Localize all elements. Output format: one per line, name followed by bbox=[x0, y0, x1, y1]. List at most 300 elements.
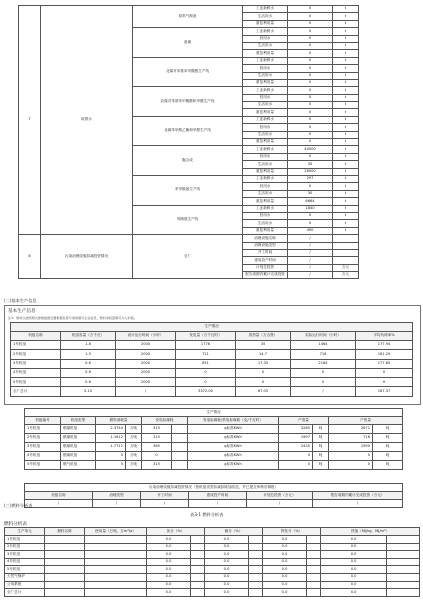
table-cell bbox=[191, 581, 205, 589]
table-cell: 燃煤机组 bbox=[61, 443, 96, 452]
column-header: 建成投产时间 bbox=[189, 492, 247, 500]
table-cell bbox=[85, 543, 147, 551]
unit-name: 1号机组 bbox=[5, 536, 45, 544]
table-cell bbox=[45, 558, 85, 566]
item-label: 计划总投资 bbox=[243, 264, 288, 271]
table-cell: 0 bbox=[96, 461, 126, 470]
column-header: 硫分（%） bbox=[205, 528, 263, 536]
row-number: 8 bbox=[19, 235, 41, 279]
column-header: 计划总投资（万元） bbox=[247, 492, 313, 500]
table-cell: 17.35 bbox=[236, 359, 291, 368]
water-type: 回用水 bbox=[243, 212, 288, 219]
column-header: 燃料名称 bbox=[45, 528, 85, 536]
table-cell: 1990 bbox=[329, 443, 373, 452]
sub-unit-label: 北煤对苯基苯甲酸醛生产线 bbox=[133, 57, 243, 87]
table-cell: 1464 bbox=[291, 341, 356, 350]
item-unit: 万元 bbox=[333, 272, 359, 279]
table-cell: / bbox=[313, 500, 403, 508]
water-type: 重复利用量 bbox=[243, 168, 288, 175]
table-cell bbox=[85, 573, 147, 581]
water-value: 0 bbox=[288, 131, 333, 138]
table-cell bbox=[387, 543, 420, 551]
table-cell: 0.0 bbox=[321, 543, 387, 551]
water-value: 0 bbox=[288, 6, 333, 13]
table-cell: 0.0 bbox=[147, 551, 191, 559]
table-cell bbox=[307, 536, 321, 544]
water-type: 工业新鲜水 bbox=[243, 6, 288, 13]
table-cell: 0.6 bbox=[61, 378, 116, 387]
column-header: 实际运行时间（小时） bbox=[291, 332, 356, 341]
table-cell: 万吨 bbox=[126, 425, 142, 434]
table-cell: 0.0 bbox=[321, 558, 387, 566]
water-unit: t bbox=[333, 116, 359, 123]
column-header: 治理类型 bbox=[93, 492, 141, 500]
water-unit: t bbox=[333, 212, 359, 219]
table-cell: 2000 bbox=[116, 341, 176, 350]
water-value: 6664 bbox=[288, 198, 333, 205]
water-unit: t bbox=[333, 28, 359, 35]
item-label: 报告周期内累计完成投资 bbox=[243, 272, 288, 279]
water-unit: t bbox=[333, 220, 359, 227]
table-row bbox=[11, 350, 413, 359]
water-type: 工业新鲜水 bbox=[243, 116, 288, 123]
column-header: 产蒸量 bbox=[279, 417, 329, 425]
category-label: 取排水 bbox=[41, 6, 133, 235]
basic-info-title: 基本生产信息 bbox=[8, 309, 36, 314]
table-cell: 365 bbox=[142, 443, 172, 452]
table-row bbox=[5, 566, 420, 574]
table-cell bbox=[387, 566, 420, 574]
item-label: 治理设施类型 bbox=[243, 242, 288, 249]
sub-unit-label: 北煤苯甲酸乙酯和甲醛生产线 bbox=[133, 116, 243, 146]
table-cell bbox=[249, 589, 263, 597]
water-value: 0 bbox=[288, 153, 333, 160]
column-header: 燃料消耗量 bbox=[96, 417, 142, 425]
table-row bbox=[5, 589, 420, 597]
sub-unit-label: 北煤对苯基苯甲酸醛和甲醛生产线 bbox=[133, 87, 243, 117]
water-type: 回用水 bbox=[243, 65, 288, 72]
table-cell bbox=[85, 566, 147, 574]
table-cell: 0 bbox=[279, 452, 313, 461]
table-cell: 0.0 bbox=[321, 566, 387, 574]
water-value: 0 bbox=[288, 79, 333, 86]
water-type: 生活用水 bbox=[243, 72, 288, 79]
table-cell bbox=[307, 543, 321, 551]
table-row bbox=[5, 573, 420, 581]
table-cell bbox=[191, 589, 205, 597]
column-header: 机组容量（万千瓦） bbox=[61, 332, 116, 341]
table-cell bbox=[191, 566, 205, 574]
water-type: 工业新鲜水 bbox=[243, 57, 288, 64]
water-unit: t bbox=[333, 94, 359, 101]
column-header: 发电标煤耗/供电标煤耗（克/千瓦时） bbox=[188, 417, 279, 425]
table-cell bbox=[387, 589, 420, 597]
table-cell: 716 bbox=[329, 434, 373, 443]
row-number: 7 bbox=[19, 6, 41, 235]
water-value: 0 bbox=[288, 124, 333, 131]
unit-name: 1号机组 bbox=[11, 341, 61, 350]
table-cell: 2.3744 bbox=[96, 425, 126, 434]
table-cell: 0.0 bbox=[321, 551, 387, 559]
table-cell: 0 bbox=[329, 452, 373, 461]
header-row bbox=[25, 417, 403, 425]
column-header: 机组名称 bbox=[25, 492, 93, 500]
table-cell: 0.6 bbox=[61, 368, 116, 377]
category-label: 污染治理设施扣减投资情况 bbox=[41, 235, 133, 279]
table-row bbox=[11, 359, 413, 368]
table-cell bbox=[191, 543, 205, 551]
water-unit: t bbox=[333, 190, 359, 197]
table-cell: 2000 bbox=[116, 359, 176, 368]
column-header: 发电量（万千瓦时） bbox=[176, 332, 236, 341]
water-unit: t bbox=[333, 42, 359, 49]
table-cell: 吨 bbox=[313, 425, 329, 434]
water-type: 生活用水 bbox=[243, 161, 288, 168]
table-cell: 0 bbox=[176, 368, 236, 377]
table-cell bbox=[191, 573, 205, 581]
table-cell bbox=[307, 551, 321, 559]
table-cell: 2435 bbox=[279, 443, 313, 452]
table-cell: / bbox=[141, 500, 189, 508]
table-cell: 0.0 bbox=[263, 551, 307, 559]
water-unit: t bbox=[333, 183, 359, 190]
table-cell: 吨 bbox=[373, 452, 403, 461]
table-cell: 67.05 bbox=[236, 387, 291, 396]
table-cell bbox=[249, 536, 263, 544]
sub-unit-label: 甑合成 bbox=[133, 146, 243, 176]
water-type: 重复利用量 bbox=[243, 20, 288, 27]
table-cell: 燃煤机组 bbox=[61, 452, 96, 461]
table-cell: 0.0 bbox=[205, 543, 249, 551]
table-cell bbox=[85, 589, 147, 597]
table-cell bbox=[307, 573, 321, 581]
item-value: / bbox=[288, 242, 333, 249]
water-value: 1840 bbox=[288, 205, 333, 212]
table-cell: 吨 bbox=[313, 452, 329, 461]
item-unit bbox=[333, 242, 359, 249]
table-cell: 吨 bbox=[373, 443, 403, 452]
table-cell: 35 bbox=[236, 341, 291, 350]
table-row bbox=[25, 452, 403, 461]
table-cell: g标准KWh bbox=[188, 443, 279, 452]
water-value: 0 bbox=[288, 220, 333, 227]
table-row bbox=[11, 368, 413, 377]
water-type: 重复利用量 bbox=[243, 139, 288, 146]
water-type: 工业新鲜水 bbox=[243, 205, 288, 212]
table-cell: 2184 bbox=[291, 359, 356, 368]
water-unit: t bbox=[333, 175, 359, 182]
water-value: 40000 bbox=[288, 146, 333, 153]
column-header: 灰分（%） bbox=[147, 528, 205, 536]
water-type: 重复利用量 bbox=[243, 227, 288, 234]
water-value: 0 bbox=[288, 109, 333, 116]
table-cell bbox=[45, 543, 85, 551]
water-unit: t bbox=[333, 168, 359, 175]
table-cell: 燃煤机组 bbox=[61, 425, 96, 434]
table-cell bbox=[249, 566, 263, 574]
unit-name: 2号机组 bbox=[5, 543, 45, 551]
item-unit bbox=[333, 235, 359, 242]
column-header: 设计运行时间（小时） bbox=[116, 332, 176, 341]
table-cell bbox=[45, 573, 85, 581]
table-cell: 0 bbox=[291, 368, 356, 377]
water-type: 回用水 bbox=[243, 153, 288, 160]
table-cell bbox=[387, 573, 420, 581]
generation-table bbox=[24, 408, 403, 470]
table-cell: 2000 bbox=[116, 378, 176, 387]
unit-name: 3号机组 bbox=[5, 551, 45, 559]
table-cell: 0 bbox=[236, 378, 291, 387]
water-type: 生活用水 bbox=[243, 190, 288, 197]
table-cell: g标准KWh bbox=[188, 425, 279, 434]
table-cell: 0.0 bbox=[263, 558, 307, 566]
water-value: 0 bbox=[288, 50, 333, 57]
water-type: 生活用水 bbox=[243, 13, 288, 20]
table-cell: 0.0 bbox=[147, 589, 191, 597]
table-cell bbox=[249, 543, 263, 551]
table-cell: 0.0 bbox=[321, 581, 387, 589]
table-row bbox=[5, 543, 420, 551]
table-cell: 1.5 bbox=[61, 350, 116, 359]
unit-name: 5号机组 bbox=[11, 378, 61, 387]
table-cell: 0.0 bbox=[205, 558, 249, 566]
table-cell: / bbox=[116, 387, 176, 396]
water-intake-table bbox=[18, 5, 359, 279]
table-cell: 0.0 bbox=[205, 589, 249, 597]
table-cell: 0 bbox=[96, 452, 126, 461]
table-cell: 吨 bbox=[313, 443, 329, 452]
section-3-title: (三)燃料分析表 bbox=[4, 503, 33, 508]
water-type: 生活用水 bbox=[243, 131, 288, 138]
table-cell bbox=[172, 452, 188, 461]
column-header: 开工时间 bbox=[141, 492, 189, 500]
table-cell bbox=[85, 551, 147, 559]
column-header: 平均负荷率% bbox=[356, 332, 413, 341]
table-cell bbox=[307, 558, 321, 566]
table-row bbox=[5, 536, 420, 544]
table-cell bbox=[172, 425, 188, 434]
water-value: 0 bbox=[288, 116, 333, 123]
table-cell: / bbox=[247, 500, 313, 508]
section-2-title: (二)基本生产信息 bbox=[4, 298, 37, 303]
table-title-row bbox=[11, 323, 413, 332]
table-title-row bbox=[25, 484, 403, 492]
water-unit: t bbox=[333, 109, 359, 116]
table-cell: 167.37 bbox=[356, 387, 413, 396]
water-value: 0 bbox=[288, 139, 333, 146]
item-unit bbox=[333, 257, 359, 264]
table-cell: 0.0 bbox=[321, 536, 387, 544]
table-cell: 0.0 bbox=[205, 536, 249, 544]
unit-name: 4号机组 bbox=[5, 558, 45, 566]
unit-name: 5号机组 bbox=[5, 566, 45, 574]
table-row bbox=[25, 425, 403, 434]
sub-unit-label: 原料气制备 bbox=[133, 6, 243, 28]
table-cell: 0.0 bbox=[147, 558, 191, 566]
table-cell: 4号机组 bbox=[25, 452, 61, 461]
water-value: 0 bbox=[288, 35, 333, 42]
table-cell bbox=[172, 443, 188, 452]
item-label: 治理设施名称 bbox=[243, 235, 288, 242]
table-cell: 2000 bbox=[116, 368, 176, 377]
table-cell: 5号机组 bbox=[25, 461, 61, 470]
pollution-row bbox=[19, 235, 359, 242]
water-value: 0 bbox=[288, 20, 333, 27]
item-unit: 万元 bbox=[333, 264, 359, 271]
column-header: 供热量（万吉焦） bbox=[236, 332, 291, 341]
column-header: 使用量（万吨，万m³/a） bbox=[85, 528, 147, 536]
table-cell: 3265 bbox=[279, 425, 313, 434]
water-type: 回用水 bbox=[243, 35, 288, 42]
water-unit: t bbox=[333, 227, 359, 234]
water-value: 0 bbox=[288, 42, 333, 49]
water-type: 工业新鲜水 bbox=[243, 28, 288, 35]
table-cell bbox=[249, 573, 263, 581]
fuel-table-caption: 表3-1 燃料分析表 bbox=[190, 512, 224, 517]
table-cell: 燃气机组 bbox=[61, 461, 96, 470]
table-cell: 0 bbox=[329, 461, 373, 470]
unit-name: 全厂总计 bbox=[11, 387, 61, 396]
table-cell: 1号机组 bbox=[25, 425, 61, 434]
sub-unit-label: 全厂 bbox=[133, 235, 243, 279]
table-cell: 0 bbox=[356, 368, 413, 377]
column-header: 产热量 bbox=[329, 417, 403, 425]
table-cell: 0.0 bbox=[147, 573, 191, 581]
table-cell bbox=[249, 558, 263, 566]
table-cell: 1776 bbox=[176, 341, 236, 350]
column-header: 发电标煤耗 bbox=[142, 417, 188, 425]
table-cell bbox=[307, 566, 321, 574]
water-value: 0 bbox=[288, 13, 333, 20]
table-cell: 0.0 bbox=[147, 566, 191, 574]
table-cell: 3号机组 bbox=[25, 443, 61, 452]
table-cell: 0.6 bbox=[61, 359, 116, 368]
table-title: 生产情况 bbox=[25, 409, 403, 417]
table-cell: 315 bbox=[142, 461, 172, 470]
water-type: 重复利用量 bbox=[243, 79, 288, 86]
water-value: 26000 bbox=[288, 168, 333, 175]
table-cell: 吨 bbox=[313, 434, 329, 443]
table-cell: 0.0 bbox=[263, 536, 307, 544]
table-cell: 0.0 bbox=[147, 543, 191, 551]
table-cell: 177.65 bbox=[356, 359, 413, 368]
table-cell: 1.7711 bbox=[96, 443, 126, 452]
water-type: 回用水 bbox=[243, 124, 288, 131]
table-cell bbox=[249, 551, 263, 559]
sub-unit-label: 苯甲酸氨生产线 bbox=[133, 175, 243, 205]
table-cell: 0.0 bbox=[263, 573, 307, 581]
unit-name: 4号机组 bbox=[11, 368, 61, 377]
table-cell: 1997 bbox=[279, 434, 313, 443]
item-label: 开工时间 bbox=[243, 249, 288, 256]
table-cell: 0.0 bbox=[205, 573, 249, 581]
fuel-analysis-table bbox=[4, 527, 420, 597]
water-type: 回用水 bbox=[243, 94, 288, 101]
table-cell: 0 bbox=[279, 461, 313, 470]
column-header: 机组编号 bbox=[25, 417, 61, 425]
water-type: 工业新鲜水 bbox=[243, 87, 288, 94]
water-type: 回用水 bbox=[243, 183, 288, 190]
fuel-table-title: 燃料分析表 bbox=[4, 522, 27, 527]
water-unit: t bbox=[333, 50, 359, 57]
header-row bbox=[25, 492, 403, 500]
water-unit: t bbox=[333, 57, 359, 64]
table-cell: 716 bbox=[291, 350, 356, 359]
table-cell: g标准KWh bbox=[188, 452, 279, 461]
table-cell: 0.0 bbox=[205, 566, 249, 574]
water-value: 30 bbox=[288, 161, 333, 168]
water-unit: t bbox=[333, 139, 359, 146]
table-cell: 3372.00 bbox=[176, 387, 236, 396]
water-unit: t bbox=[333, 153, 359, 160]
water-unit: t bbox=[333, 6, 359, 13]
table-cell bbox=[45, 581, 85, 589]
table-cell: 177.94 bbox=[356, 341, 413, 350]
water-type: 工业新鲜水 bbox=[243, 175, 288, 182]
column-header: 挥发分（%） bbox=[263, 528, 321, 536]
table-cell: 万吨 bbox=[126, 452, 142, 461]
table-cell: 2号机组 bbox=[25, 434, 61, 443]
water-unit: t bbox=[333, 79, 359, 86]
table-cell: g标准KWh bbox=[188, 434, 279, 443]
unit-name: 全厂总计 bbox=[5, 589, 45, 597]
item-label: 建成投产时间 bbox=[243, 257, 288, 264]
water-unit: t bbox=[333, 198, 359, 205]
water-value: 0 bbox=[288, 102, 333, 109]
table-cell: 161.29 bbox=[356, 350, 413, 359]
unit-name: 2号机组 bbox=[11, 350, 61, 359]
water-unit: t bbox=[333, 161, 359, 168]
table-cell bbox=[172, 461, 188, 470]
table-row bbox=[25, 434, 403, 443]
table-cell: 0 bbox=[236, 368, 291, 377]
table-row bbox=[5, 551, 420, 559]
table-cell: 315 bbox=[142, 434, 172, 443]
table-cell bbox=[85, 581, 147, 589]
table-cell bbox=[387, 551, 420, 559]
basic-info-note: 注1：燃料以按照相关参数数据且要根据其部分划别填写企业信息，燃料消耗量填写为入炉值。 bbox=[8, 316, 137, 320]
table-cell: 0 bbox=[291, 378, 356, 387]
column-header: 热值（MJ/kg，MJ/m³） bbox=[321, 528, 420, 536]
unit-name: 公用系统 bbox=[5, 581, 45, 589]
table-cell bbox=[191, 551, 205, 559]
table-cell: 315 bbox=[142, 425, 172, 434]
table-cell: 0 bbox=[356, 378, 413, 387]
table-cell: 吨 bbox=[373, 425, 403, 434]
table-cell: 0.0 bbox=[263, 543, 307, 551]
table-cell: 2000 bbox=[116, 350, 176, 359]
water-unit: t bbox=[333, 205, 359, 212]
table-row bbox=[25, 443, 403, 452]
water-unit: t bbox=[333, 124, 359, 131]
table-cell: 万吨 bbox=[126, 434, 142, 443]
table-cell: 吨 bbox=[373, 434, 403, 443]
table-cell bbox=[191, 558, 205, 566]
table-cell: 0.0 bbox=[147, 536, 191, 544]
item-value: / bbox=[288, 249, 333, 256]
header-row bbox=[5, 528, 420, 536]
table-cell: 万吨 bbox=[126, 461, 142, 470]
water-value: 0 bbox=[288, 212, 333, 219]
water-value: 0 bbox=[288, 28, 333, 35]
table-cell bbox=[45, 536, 85, 544]
table-cell bbox=[191, 536, 205, 544]
table-cell bbox=[172, 434, 188, 443]
water-unit: t bbox=[333, 65, 359, 72]
water-value: 0 bbox=[288, 65, 333, 72]
table-cell: 0.0 bbox=[263, 566, 307, 574]
table-row bbox=[11, 387, 413, 396]
